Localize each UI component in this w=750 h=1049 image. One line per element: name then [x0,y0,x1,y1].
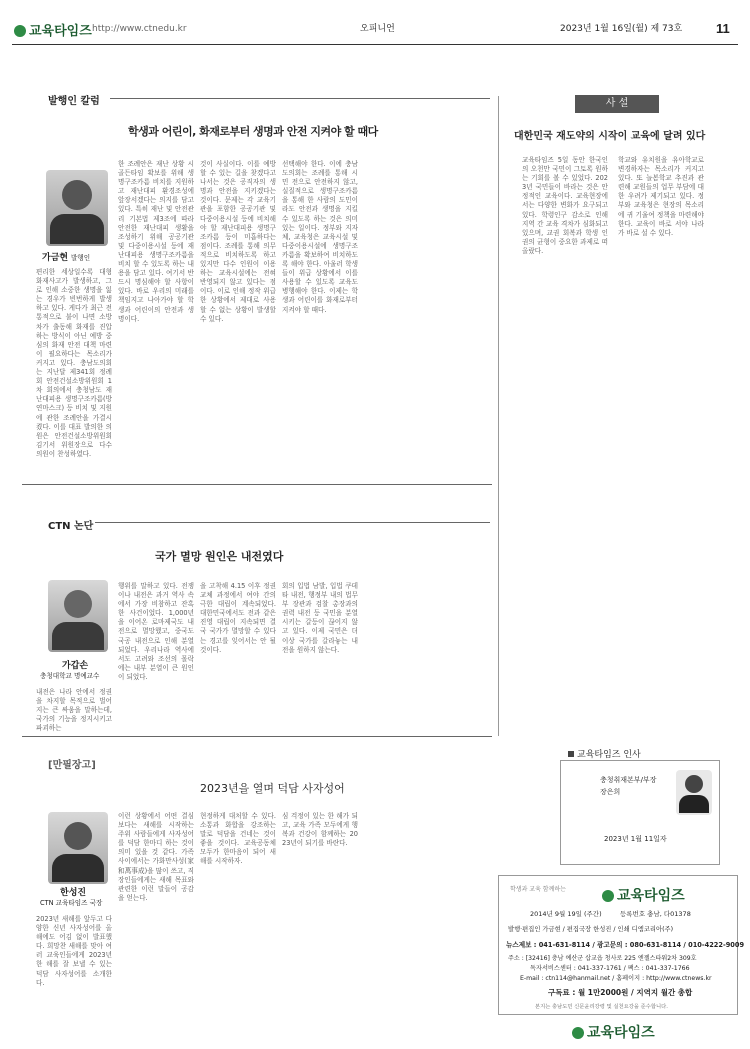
masthead-url[interactable]: http://www.ctnedu.kr [92,24,187,34]
column-tag: [만필장고] [48,760,96,771]
footer-address: 주소 : [32416] 충남 예산군 삽교읍 청사로 225 엔젤스타워2차 309호 [508,955,697,962]
author-photo [48,580,108,652]
author-photo [48,812,108,884]
editorial-title: 대한민국 재도약의 시작이 교육에 달려 있다 [514,131,706,142]
footer-staff: 발행·편집인 가금현 / 편집국장 한성진 / 인쇄 디엠코리아(주) [508,926,674,933]
author-role: CTN 교육타임즈 국장 [40,899,103,907]
footer-reg-date: 2014년 9월 19일 (주간) [530,910,602,918]
divider [22,484,492,485]
article-body: 을 고착해 4.15 이후 정권 교체 과정에서 여야 간의 극한 대립이 계속되었다. 대한민국에서도 전과 같은 진영 대립이 지속되면 결국 국가가 멸망할 수 있다는 경고를 잊어서는 안 될 것이다. [200,582,276,654]
article-body: 심 걱정이 있는 한 해가 되고, 교육 가족 모두에게 행복과 건강이 함께하는 2023년이 되기를 바란다. [282,812,358,848]
article-body: 행위를 말하고 있다. 전쟁이나 내전은 과거 역사 속에서 가장 비참하고 잔혹한 사건이었다. 1,000년을 이어온 로마제국도 내전으로 멸망했고, 중국도 국공 내전으로 인해 분열되었다. 우리나라 역사에서도 고려와 조선의 몰락에는 내부 분열이 큰 원인이 되었다. [118,582,194,681]
article-body: 내전은 나라 안에서 정권을 차지할 목적으로 벌어지는 큰 싸움을 말하는데, 국가의 기능을 정지시키고 파괴하는 [36,688,112,733]
author-role: 충청대학교 명예교수 [40,672,100,680]
article-body: 편리한 세상일수록 대형 화재사고가 발생하고, 그로 인해 소중한 생명을 잃는 경우가 빈번하게 발생하고 있다. 게다가 최근 전통적으로 불이 나면 소방차가 출동해 화재를 진압하는 방식이 아닌 예방 중심의 화재 안전 대책 마련이 필요하다는 목소리가 커지고 있다. 충남도의회는 지난달 제341회 정례회 안전건설소방위원회 1차 회의에서 충청남도 재난대피용 생명구조카름(방연마스크) 등 비치 및 지원에 관한 조례안을 가결시켰다. 이를 대표 발의한 의원은 안전건설소방위원회 김기서 위원장으로 다수 의원이 찬성하였다. [36,268,112,458]
author-name: 한성진 [60,888,87,898]
footer-notice: 본지는 충남도민 신문윤리강령 및 실천요강을 준수합니다. [535,1004,668,1010]
article-body: 회의 입법 남발, 입법 쿠데타 내전, 행정부 내의 법무부 장관과 검찰 총장과의 권력 내전 등 국민을 분열시키는 갈등이 끊이지 않고 있다. 이제 국민은 더 이상 국가를 갈라놓는 내전을 원하지 않는다. [282,582,358,654]
divider [95,522,490,523]
author-photo [46,170,108,246]
article-body: 선택해야 한다. 이에 충남도의회는 조례를 통해 시민 전으로 안전하지 않고, 실질적으로 생명구조카름을 통해 한 사람의 도민이라도 안전과 생명을 지킬 수 있도록 하는 것은 의미 있는 일이다. 정부와 지자체, 교육청은 교육시설 및 다중이용시설에 생명구조카름을 확보하여 비치하도록 해야 한다. 아울러 학생들이 위급 상황에서 이를 사용할 수 있도록 교육도 병행해야 한다. 이제는 학생과 어린이를 화재로부터 지켜야 할 때다. [282,160,358,314]
notice-tag: 교육타임즈 인사 [568,747,641,760]
masthead-rule [12,44,738,45]
bottom-logo[interactable]: 교육타임즈 [572,1022,655,1042]
logo-icon [14,25,26,37]
notice-date: 2023년 1월 11일자 [604,835,667,843]
footer-reg-no: 등록번호 충남, 다01378 [620,910,691,918]
column-title: 2023년을 열며 덕담 사자성어 [200,782,345,795]
person-photo [676,770,712,815]
editorial-body: 교육타임즈 5일 동안 한국인의 오천만 국민이 그토록 원하는 기회를 볼 수 있었다. 2023년 국민들이 바라는 것은 안정적인 교육이다. 교육현장에서는 다양한 변화가 요구되고 있다. 학령인구 감소로 인해 지역 간 교육 격차가 심화되고 있으며, 교권 회복과 학생 인권의 균형이 중요한 과제로 떠올랐다. [522,156,608,255]
editorial-body: 학교와 유치원을 유아학교로 변경하자는 목소리가 커지고 있다. 또 늘봄학교 추진과 관련해 교원들의 업무 부담에 대한 우려가 제기되고 있다. 정부와 교육청은 현장의 목소리에 귀 기울여 정책을 마련해야 한다. 교육이 바로 서야 나라가 바로 설 수 있다. [618,156,704,237]
logo-icon [602,890,614,902]
issue-date: 2023년 1월 16일(월) 제 73호 [560,24,683,34]
author-name: 가금현 발행인 [42,253,91,263]
notice-name: 장은희 [600,788,621,796]
article-body: 현정하게 대처할 수 있다. 소통과 화합을 강조하는 말로 덕담을 건네는 것이 좋을 것이다. 교육공동체 모두가 한마음이 되어 새해를 시작하자. [200,812,276,866]
footer-slogan: 학생과 교육 함께하는 [510,886,566,893]
article-body: 한 조례안은 재난 상황 시 골든타임 확보를 위해 생명구조카름 비치를 지원하고 재난대피 환경조성에 앞장서겠다는 의지를 담고 있다. 특히 재난 및 안전관리 기본법 제3조에 따라 안전한 재난대피 생활을 조성하기 위해 공공기관 및 다중이용시설 등에 재난대피용 생명구조카름을 비치 할 수 있도록 하는 내용을 담고 있다. 여기서 반드시 명심해야 할 사항이 있다. 바로 우리의 미래를 책임지고 나아가야 할 학생과 어린이의 안전과 생명이다. [118,160,194,323]
footer-news: 뉴스제보 : 041-631-8114 / 광고문의 : 080-631-8114 / 010-4222-9009 [506,941,745,949]
footer-subscription: 구독료 : 월 1만2000원 / 지역지 월간 총합 [548,988,693,997]
article-body: 이런 상황에서 어떤 결심보다는 새해를 시작하는 주위 사람들에게 사자성어를 덕담 한마디 하는 것이 의미 있을 것 같다. 가족 사이에서는 가화만사성(家和萬事成)을 많이 쓰고, 직장인들에게는 새해 목표와 관련한 이런 말들이 공감을 얻는다. [118,812,194,902]
notice-position: 충청취재본부/부장 [600,776,657,784]
column-title: 국가 멸망 원인은 내전였다 [155,550,284,563]
divider [110,98,490,99]
column-title: 학생과 어린이, 화재로부터 생명과 안전 지켜야 할 때다 [128,125,378,138]
footer-phone: 독자서비스센터 : 041-337-1761 / 팩스 : 041-337-1766 [530,965,690,972]
logo-icon [572,1027,584,1039]
footer-logo: 교육타임즈 [602,885,685,905]
article-body: 것이 사실이다. 이를 예방할 수 있는 길을 찾겠다고 나서는 것은 공직자의 생명과 안전을 지키겠다는 것이다. 문제는 각 교육기관을 포함한 공공기관 및 다중이용시설 등에 비치해야 할 재난대피용 생명구조카름 등이 미흡하다는 점이다. 조례를 통해 의무적으로 비치하도록 하고 있지만 다수 인원이 이용하는 교육시설에는 전혀 반영되지 않고 있다는 점이다. 이로 인해 정작 위급한 상황에서 제대로 사용할 수 없는 상황이 발생할 수 있다. [200,160,276,323]
section-name: 오피니언 [360,24,395,34]
divider [22,736,492,737]
footer-email[interactable]: E-mail : ctn114@hanmail.net / 홈페이지 : http://www.ctnews.kr [520,975,712,982]
masthead-logo[interactable]: 교육타임즈 [14,20,92,39]
column-tag: CTN 논단 [48,521,94,532]
square-icon [568,751,574,757]
editorial-tag: 사 설 [575,95,659,113]
article-body: 2023년 새해를 앞두고 다양한 신년 사자성어를 올해에도 어김 없이 발표했다. 희망찬 새해를 맞아 여러 교육인들에게 2023년 한 해를 잘 보낼 수 있는 덕담 사자성어를 소개한다. [36,915,112,987]
author-name: 가갑손 [62,661,89,671]
column-tag: 발행인 칼럼 [48,96,100,107]
page-number: 11 [716,21,730,36]
